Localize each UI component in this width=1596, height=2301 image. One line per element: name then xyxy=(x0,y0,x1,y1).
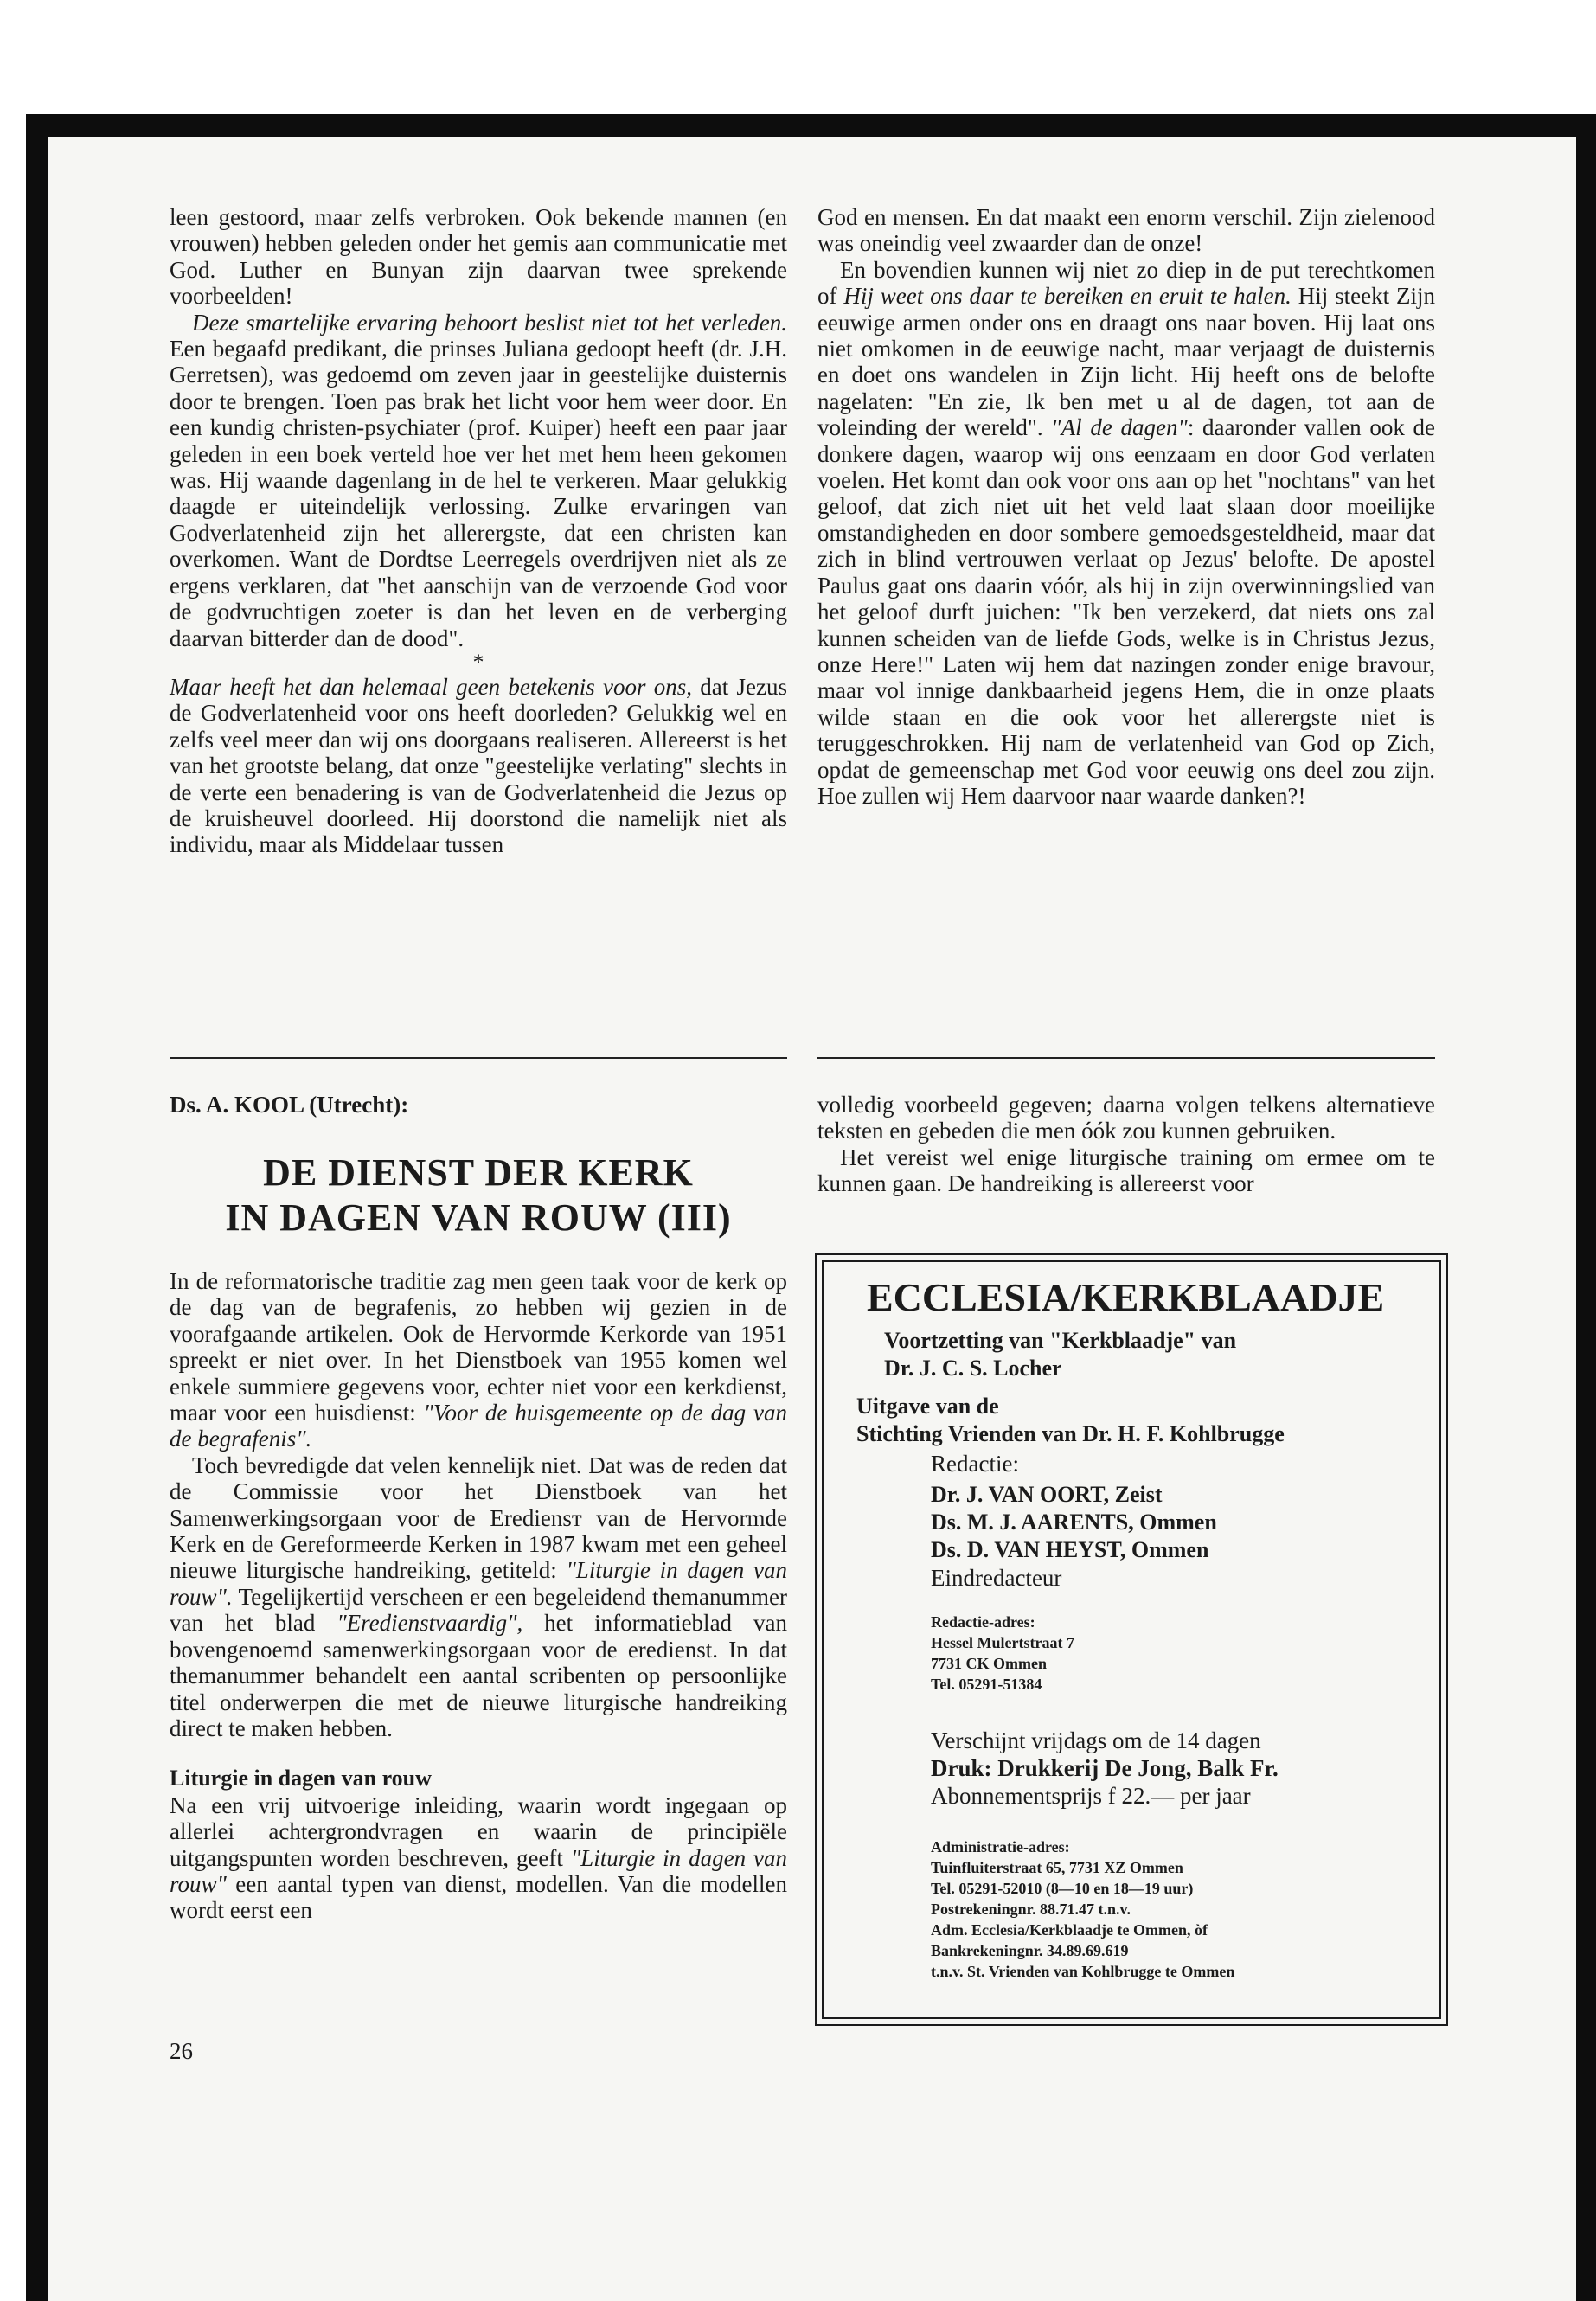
paragraph: God en mensen. En dat maakt een enorm verschil. Zijn zielenood was oneindig veel zwaarder dan de onze! xyxy=(817,204,1435,257)
section-separator: * xyxy=(472,649,484,675)
colophon-title: ECCLESIA/KERKBLAADJE xyxy=(867,1275,1385,1319)
admin-address-label: Administratie-adres: xyxy=(931,1838,1070,1856)
editorial-phone: Tel. 05291-51384 xyxy=(931,1676,1042,1693)
paragraph: Het vereist wel enige liturgische training om ermee om te kunnen gaan. De handreiking is allereerst voor xyxy=(817,1144,1435,1197)
editorial-label: Redactie: xyxy=(931,1451,1019,1477)
printer: Druk: Drukkerij De Jong, Balk Fr. xyxy=(931,1755,1279,1781)
article-divider-right xyxy=(817,1057,1435,1059)
right-column-top xyxy=(817,204,1435,809)
colophon-continuation: Voortzetting van "Kerkblaadje" van xyxy=(884,1328,1237,1353)
editorial-address-label: Redactie-adres: xyxy=(931,1613,1035,1631)
paragraph: Na een vrij uitvoerige inleiding, waarin wordt ingegaan op allerlei achtergrondvragen en waarin de principiële uitgangspunten worden beschreven, geeft "Liturgie in dagen van rouw" een aantal typen van dienst, modellen. Van die modellen wordt eerst een xyxy=(170,1791,787,1924)
paragraph: Toch bevredigde dat velen kennelijk niet. Dat was de reden dat de Commissie voor het Dienstboek van het Samenwerkingsorgaan voor de Erediensт van de Hervormde Kerk en de Gereformeerde Kerken in 1987 kwam met een geheel nieuwe liturgische handreiking, getiteld: "Liturgie in dagen van rouw". Tegelijkertijd verscheen er een begeleidend themanummer van het blad "Eredienstvaardig", het informatieblad van bovengenoemd samenwerkingsorgaan voor de eredienst. In dat themanummer behandelt een aantal scribenten op persoonlijke titel onderwerpen die met de nieuwe liturgische handreiking direct te maken hebben. xyxy=(170,1452,787,1741)
subscription-price: Abonnementsprijs f 22.— per jaar xyxy=(931,1783,1251,1809)
page-edge-right xyxy=(1576,114,1596,2301)
title-line: DE DIENST DER KERK xyxy=(263,1151,694,1194)
paragraph: Deze smartelijke ervaring behoort beslist niet tot het verleden. Een begaafd predikant, die prinses Juliana gedoopt heeft (dr. J.H. Gerretsen), was gedoemd om zeven jaar in geestelijke duisternis door te brengen. Toen pas brak het licht voor hem weer door. En een kundig christen-psychiater (prof. Kuiper) heeft een paar jaar geleden in een boek verteld hoe ver het met hem heen gekomen was. Hij waande dagenlang in de hel te verkeren. Maar gelukkig daagde er uiteindelijk verlossing. Zulke ervaringen van Godverlatenheid zijn het allerergste, dat een christen kan overkomen. Want de Dordtse Leerregels overdrijven niet als ze ergens verklaren, dat "het aanschijn van de verzoende God voor de godvruchtigen zoeter is dan het leven en de verberging daarvan bitterder dan de dood". xyxy=(170,309,787,651)
colophon-continuation: Dr. J. C. S. Locher xyxy=(884,1356,1062,1381)
page-edge-left xyxy=(26,114,48,2301)
scan-background xyxy=(0,0,1596,112)
editorial-address: 7731 CK Ommen xyxy=(931,1655,1047,1672)
chief-editor-label: Eindredacteur xyxy=(931,1565,1062,1591)
admin-account: Bankrekeningnr. 34.89.69.619 xyxy=(931,1942,1129,1959)
article-column-left xyxy=(170,1268,787,1924)
page-edge-top xyxy=(26,114,1596,137)
editor: Ds. M. J. AARENTS, Ommen xyxy=(931,1509,1217,1535)
article-column-right xyxy=(817,1092,1435,1197)
admin-account: t.n.v. St. Vrienden van Kohlbrugge te Ommen xyxy=(931,1963,1235,1980)
paragraph: In de reformatorische traditie zag men geen taak voor de kerk op de dag van de begrafenis, zo hebben wij gezien in de voorafgaande artikelen. Ook de Hervormde Kerkorde van 1951 spreekt er niet over. In het Dienstboek van 1955 komen wel enkele summiere gegevens voor, echter niet voor een kerkdienst, maar voor een huisdienst: "Voor de huisgemeente op de dag van de begrafenis". xyxy=(170,1268,787,1452)
colophon-box xyxy=(815,1253,1448,2026)
editor: Dr. J. VAN OORT, Zeist xyxy=(931,1482,1163,1507)
colophon-publisher: Uitgave van de xyxy=(856,1394,999,1419)
subheading: Liturgie in dagen van rouw xyxy=(170,1766,432,1791)
admin-account: Adm. Ecclesia/Kerkblaadje te Ommen, òf xyxy=(931,1921,1208,1939)
colophon-publisher: Stichting Vrienden van Dr. H. F. Kohlbrugge xyxy=(856,1421,1285,1446)
paragraph: Maar heeft het dan helemaal geen betekenis voor ons, dat Jezus de Godverlatenheid voor ons heeft doorleden? Gelukkig wel en zelfs veel meer dan wij ons doorgaans realiseren. Allereerst is het van het grootste belang, dat onze "geestelijke verlating" slechts in de verte een benadering is van de Godverlatenheid die Jezus op de kruisheuvel doorleed. Hij doorstond die namelijk niet als individu, maar als Middelaar tussen xyxy=(170,673,788,858)
paragraph: leen gestoord, maar zelfs verbroken. Ook bekende mannen (en vrouwen) hebben geleden onder het gemis aan communicatie met God. Luther en Bunyan zijn daarvan twee sprekende voorbeelden! xyxy=(170,204,787,310)
publication-frequency: Verschijnt vrijdags om de 14 dagen xyxy=(931,1727,1261,1753)
paragraph: En bovendien kunnen wij niet zo diep in de put terechtkomen of Hij weet ons daar te bereiken en eruit te halen. Hij steekt Zijn eeuwige armen onder ons en draagt ons naar boven. Hij laat ons niet omkomen in de eeuwige nacht, maar verjaagt de duisternis en doet ons wandelen in Zijn licht. Hij heeft ons de belofte nagelaten: "En zie, Ik ben met u al de dagen, tot aan de voleinding der wereld". "Al de dagen": daaronder vallen ook de donkere dagen, waarop wij ons eenzaam en door God verlaten voelen. Het komt dan ook voor ons aan op het "nochtans" van het geloof, dat zich niet uit het veld laat slaan door moeilijke omstandigheden en door sombere gemoedsgesteldheid, maar dat zich in blind vertrouwen verlaat op Jezus' belofte. De apostel Paulus gaat ons daarin vóór, als hij in zijn overwinningslied van het geloof durft juichen: "Ik ben verzekerd, dat niets ons zal kunnen scheiden van de liefde Gods, welke is in Christus Jezus, onze Here!" Laten wij hem dat nazingen zonder enige bravour, maar vol innige dankbaarheid jegens Hem, die in onze plaats wilde staan en die ook voor het allerergste niet is teruggeschrokken. Hij nam de verlatenheid van God op Zich, opdat de gemeenschap met God voor eeuwig ons deel zou zijn. Hoe zullen wij Hem daarvoor naar waarde danken?! xyxy=(817,256,1436,809)
editor: Ds. D. VAN HEYST, Ommen xyxy=(931,1537,1209,1562)
article-divider-left xyxy=(170,1057,787,1059)
paragraph: volledig voorbeeld gegeven; daarna volgen telkens alternatieve teksten en gebeden die men óók zou kunnen gebruiken. xyxy=(817,1092,1435,1144)
article-title xyxy=(170,1150,787,1240)
admin-phone: Tel. 05291-52010 (8—10 en 18—19 uur) xyxy=(931,1880,1194,1897)
admin-account: Postrekeningnr. 88.71.47 t.n.v. xyxy=(931,1900,1131,1918)
title-line: IN DAGEN VAN ROUW (III) xyxy=(225,1196,732,1239)
article-byline: Ds. A. KOOL (Utrecht): xyxy=(170,1092,409,1118)
admin-address: Tuinfluiterstraat 65, 7731 XZ Ommen xyxy=(931,1859,1183,1876)
left-column-top xyxy=(170,204,787,858)
page-number: 26 xyxy=(170,2038,193,2064)
editorial-address: Hessel Mulertstraat 7 xyxy=(931,1634,1074,1651)
